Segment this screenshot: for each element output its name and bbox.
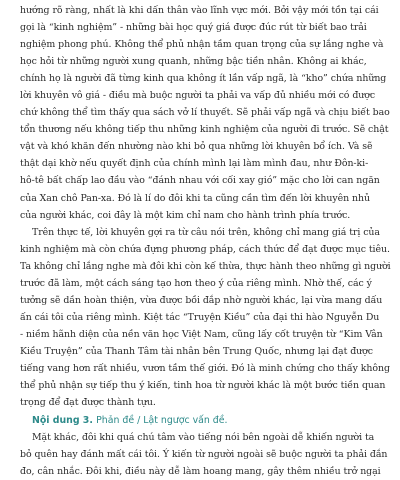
text-line: Kiều Truyện” của Thanh Tâm tài nhân bên Trung Quốc, nhưng lại đạt được — [20, 345, 373, 357]
text-line: trước đã làm, một cách sáng tạo hơn theo ý của riêng mình. Nhờ thế, các ý — [20, 277, 372, 289]
text-line: kinh nghiệm mà còn chứa đựng phương pháp, cách thức để đạt được mục tiêu. — [20, 243, 390, 255]
text-line: thể phủ nhận sự tiếp thu ý kiến, tinh hoa từ người khác là một bước tiền quan — [20, 380, 386, 392]
text-line: - niềm hãnh diện của nền văn học Việt Nam, cũng lấy cốt truyện từ “Kim Vân — [20, 328, 383, 340]
text-line: vật và khó khăn đến nhường nào khi bỏ qua những lời khuyên bổ ích. Và sẽ — [20, 141, 373, 153]
text-line: học hỏi từ những người xung quanh, những bậc tiền nhân. Không ai khác, — [20, 56, 367, 68]
text-line: bỏ quên hay đánh mất cái tôi. Ý kiến từ người ngoài sẽ buộc người ta phải đắn — [20, 449, 388, 461]
paragraph-3 — [20, 429, 390, 480]
text-line: chính họ là người đã từng kinh qua không ít lần vấp ngã, là “kho” chứa những — [20, 73, 387, 85]
text-line: tiếng vang hơn rất nhiều, vươn tầm thế giới. Đó là minh chứng cho thấy không — [20, 362, 390, 374]
section-heading — [20, 412, 390, 429]
section-heading-subtitle: Phản đề / Lật ngược vấn đề. — [96, 415, 228, 427]
text-line: Mặt khác, đôi khi quá chú tâm vào tiếng nói bên ngoài dễ khiến người ta — [32, 432, 375, 444]
text-line: tưởng sẽ dần hoàn thiện, vừa được bồi đắp nhờ người khác, lại vừa mang dấu — [20, 294, 383, 306]
text-line: của Xan chô Pan-xa. Đó là lí do đôi khi ta cũng cần tìm đến lời khuyên nhủ — [20, 192, 370, 204]
text-line: đo, cân nhắc. Đôi khi, điều này dễ làm hoang mang, gây thêm nhiều trở ngại — [20, 466, 381, 478]
text-line: tổn thương nếu không tiếp thu những kinh nghiệm của người đi trước. Sẽ chật — [20, 124, 389, 136]
section-heading-label: Nội dung 3. — [32, 415, 93, 427]
text-line: Ta không chỉ lắng nghe mà đôi khi còn kế thừa, thực hành theo những gì người — [20, 260, 391, 272]
text-line: Trên thực tế, lời khuyên gợi ra từ câu nói trên, không chỉ mang giá trị của — [32, 226, 380, 238]
text-line: của người khác, coi đây là một kim chỉ nam cho hành trình phía trước. — [20, 209, 351, 221]
paragraph-1 — [20, 2, 390, 224]
text-line: thật dại khờ nếu quyết định của chính mình lại làm mình đau, như Đôn-ki- — [20, 158, 369, 170]
paragraph-2 — [20, 224, 390, 412]
text-line: chứ không thể tìm thấy qua sách vở lí thuyết. Sẽ phải vấp ngã và chịu biết bao — [20, 107, 390, 119]
text-line: lời khuyên vô giá - điều mà buộc người ta phải va vấp đủ nhiều mới có được — [20, 90, 376, 102]
text-line: ấn cái tôi của riêng mình. Kiệt tác “Truyện Kiều” của đại thi hào Nguyễn Du — [20, 311, 380, 323]
text-line: gọi là “kinh nghiệm” - những bài học quý giá được đúc rút từ biết bao trải — [20, 22, 367, 34]
text-line: nghiệm phong phú. Không thể phủ nhận tầm quan trọng của sự lắng nghe và — [20, 39, 384, 51]
text-line: hô-tê bất chấp lao đầu vào “đánh nhau với cối xay gió” mặc cho lời can ngăn — [20, 175, 380, 187]
text-line: hướng rõ ràng, nhất là khi dấn thân vào lĩnh vực mới. Bởi vậy mới tồn tại cái — [20, 5, 379, 16]
text-line: trọng để đạt được thành tựu. — [20, 397, 156, 409]
